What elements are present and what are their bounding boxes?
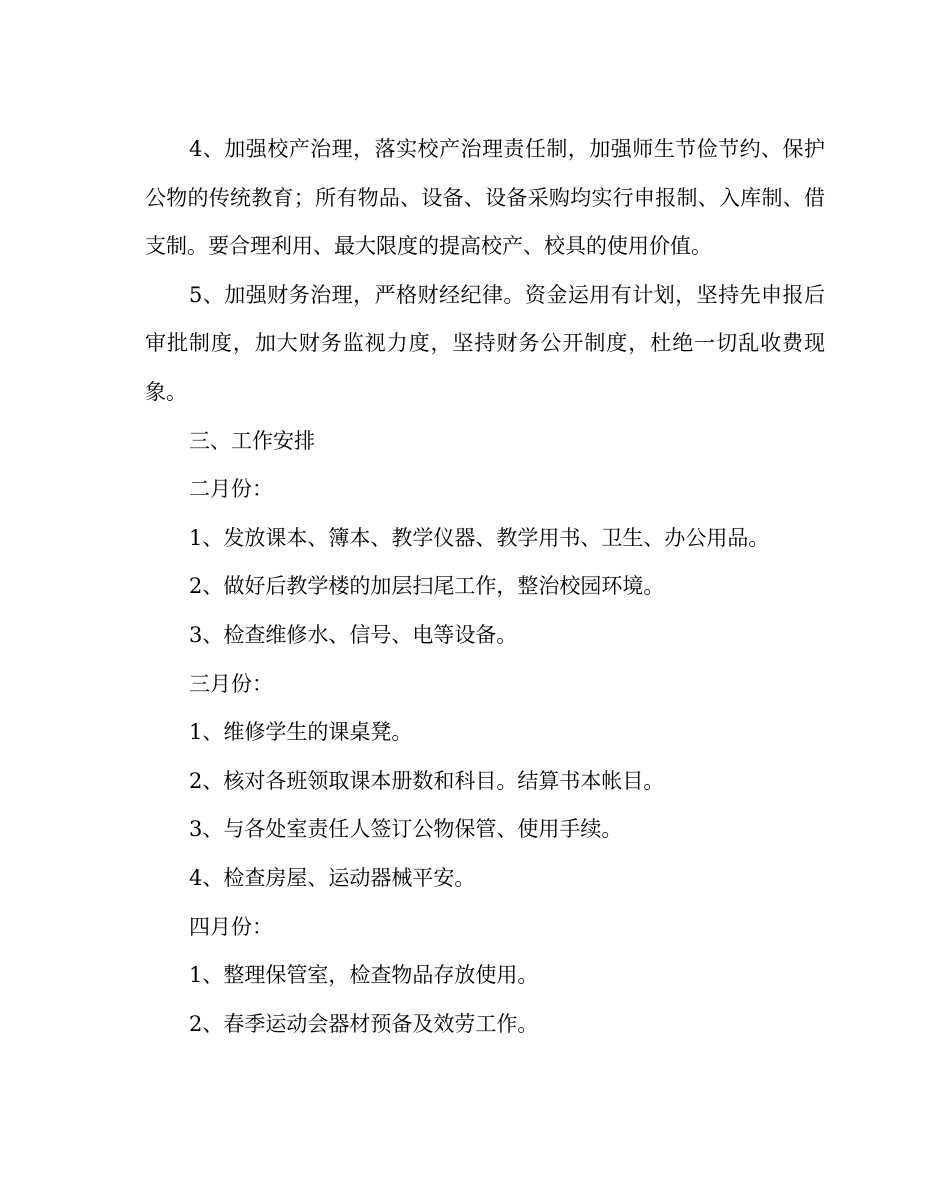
list-item: 3、与各处室责任人签订公物保管、使用手续。 <box>189 817 623 842</box>
paragraph-asset-management: 4、加强校产治理，落实校产治理责任制，加强师生节俭节约、保护公物的传统教育；所有物品、设备、设备采购均实行申报制、入库制、借支制。要合理利用、最大限度的提高校产、校具的使用价值。 <box>145 137 825 259</box>
list-item: 1、维修学生的课桌凳。 <box>189 720 413 745</box>
document-body <box>145 125 825 1048</box>
list-item: 1、发放课本、簿本、教学仪器、教学用书、卫生、办公用品。 <box>189 525 770 550</box>
list-item: 2、做好后教学楼的加层扫尾工作，整治校园环境。 <box>189 574 665 599</box>
month-heading-march: 三月份： <box>189 671 273 696</box>
list-item: 2、春季运动会器材预备及效劳工作。 <box>189 1011 539 1036</box>
list-item: 4、检查房屋、运动器械平安。 <box>189 865 476 890</box>
list-item: 3、检查维修水、信号、电等设备。 <box>189 622 518 647</box>
section-title: 三、工作安排 <box>189 428 315 453</box>
list-item: 1、整理保管室，检查物品存放使用。 <box>189 963 539 988</box>
list-item: 2、核对各班领取课本册数和科目。结算书本帐目。 <box>189 768 665 793</box>
paragraph-finance-management: 5、加强财务治理，严格财经纪律。资金运用有计划，坚持先申报后审批制度，加大财务监视力度，坚持财务公开制度，杜绝一切乱收费现象。 <box>145 282 825 404</box>
month-heading-february: 二月份： <box>189 477 273 502</box>
month-heading-april: 四月份： <box>189 914 273 939</box>
